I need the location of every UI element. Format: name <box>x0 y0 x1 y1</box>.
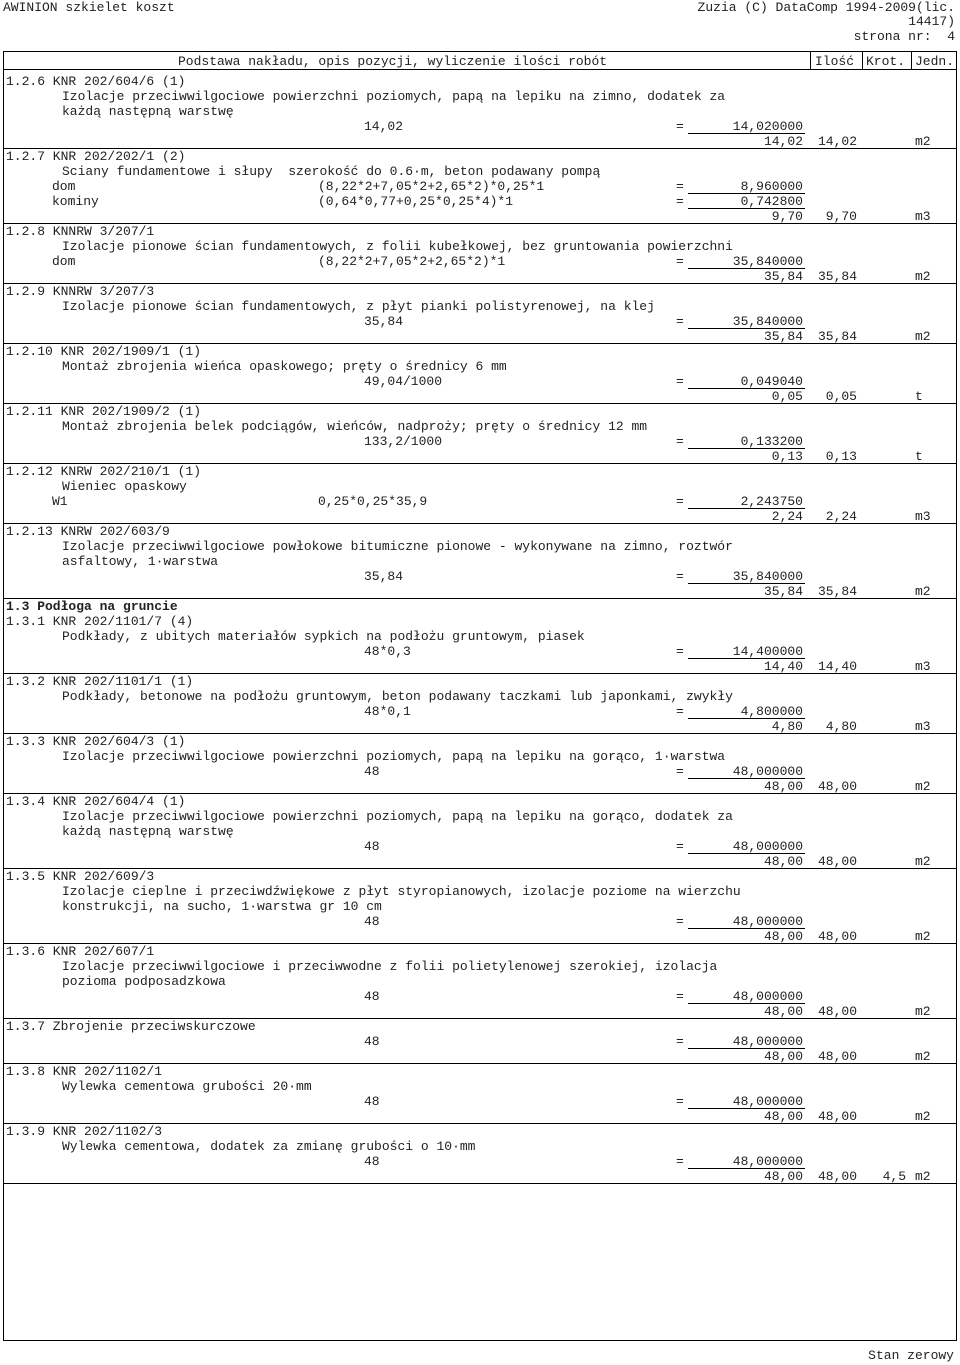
position-code: 1.2.9 KNNRW 3/207/3 <box>6 284 155 299</box>
position-krot: 48,00 <box>817 1004 857 1019</box>
calc-value: 14,400000 <box>732 644 803 659</box>
position-quantity: 4,80 <box>771 719 803 734</box>
equals-sign: = <box>676 179 684 194</box>
position-unit: m2 <box>915 1004 931 1019</box>
position-krot: 4,80 <box>825 719 857 734</box>
calc-formula: (8,22*2+7,05*2+2,65*2)*1 <box>318 254 506 269</box>
position-description: Wylewka cementowa grubości 20·mm <box>62 1079 312 1094</box>
calc-value: 0,133200 <box>740 434 803 449</box>
position-description: pozioma podposadzkowa <box>62 974 226 989</box>
position-description: Podkłady, betonowe na podłożu gruntowym, beton podawany taczkami lub japonkami, zwykły <box>62 689 733 704</box>
calc-formula: 0,25*0,25*35,9 <box>318 494 428 509</box>
position-description: Izolacje przeciwwilgociowe powierzchni poziomych, papą na lepiku na zimno, dodatek za <box>62 89 726 104</box>
calc-formula: 49,04/1000 <box>364 374 443 389</box>
equals-sign: = <box>676 494 684 509</box>
calc-value: 4,800000 <box>740 704 803 719</box>
position-krot: 48,00 <box>817 929 857 944</box>
calc-value: 8,960000 <box>740 179 803 194</box>
calc-value: 14,020000 <box>732 119 803 134</box>
position-description: Podkłady, z ubitych materiałów sypkich na podłożu gruntowym, piasek <box>62 629 585 644</box>
position-code: 1.3.1 KNR 202/1101/7 (4) <box>6 614 194 629</box>
position-quantity: 48,00 <box>763 1109 803 1124</box>
position-description: każdą następną warstwę <box>62 824 234 839</box>
position-krot: 48,00 <box>817 1049 857 1064</box>
position-code: 1.2.11 KNR 202/1909/2 (1) <box>6 404 202 419</box>
position-quantity: 14,02 <box>763 134 803 149</box>
position-unit: m3 <box>915 719 931 734</box>
position-multiplier: 4,5 <box>882 1169 906 1184</box>
equals-sign: = <box>676 374 684 389</box>
calc-formula: 14,02 <box>364 119 404 134</box>
equals-sign: = <box>676 119 684 134</box>
column-header-row <box>4 52 956 70</box>
position-description: konstrukcji, na sucho, 1·warstwa gr 10 cm <box>62 899 382 914</box>
position-unit: m2 <box>915 1169 931 1184</box>
position-quantity: 48,00 <box>763 854 803 869</box>
calc-value: 48,000000 <box>732 1154 803 1169</box>
position-description: Montaż zbrojenia belek podciągów, wieńców, nadproży; pręty o średnicy 12 mm <box>62 419 648 434</box>
position-krot: 9,70 <box>825 209 857 224</box>
section-heading: 1.3 Podłoga na gruncie <box>6 599 178 614</box>
calc-formula: 35,84 <box>364 314 404 329</box>
position-krot: 48,00 <box>817 779 857 794</box>
underline-rule <box>4 1183 956 1184</box>
position-krot: 0,05 <box>825 389 857 404</box>
position-quantity: 35,84 <box>763 584 803 599</box>
equals-sign: = <box>676 1154 684 1169</box>
calc-value: 35,840000 <box>732 569 803 584</box>
calc-value: 0,742800 <box>740 194 803 209</box>
calc-value: 35,840000 <box>732 314 803 329</box>
cost-table <box>3 51 957 1341</box>
position-code: 1.2.13 KNRW 202/603/9 <box>6 524 170 539</box>
column-header-ilosc: Ilość <box>815 54 855 69</box>
position-krot: 48,00 <box>817 854 857 869</box>
calc-formula: 48*0,3 <box>364 644 411 659</box>
calc-value: 48,000000 <box>732 1094 803 1109</box>
position-unit: t <box>915 449 923 464</box>
position-quantity: 14,40 <box>763 659 803 674</box>
position-krot: 14,40 <box>817 659 857 674</box>
position-unit: m2 <box>915 854 931 869</box>
header-copyright: Zuzia (C) DataComp 1994-2009(lic. <box>697 0 955 15</box>
position-quantity: 35,84 <box>763 329 803 344</box>
equals-sign: = <box>676 704 684 719</box>
position-description: Montaż zbrojenia wieńca opaskowego; pręty o średnicy 6 mm <box>62 359 507 374</box>
equals-sign: = <box>676 314 684 329</box>
position-unit: m3 <box>915 509 931 524</box>
footer-section-name: Stan zerowy <box>868 1348 954 1363</box>
calc-value: 2,243750 <box>740 494 803 509</box>
calc-value: 48,000000 <box>732 914 803 929</box>
equals-sign: = <box>676 1094 684 1109</box>
position-description: Wieniec opaskowy <box>62 479 187 494</box>
equals-sign: = <box>676 764 684 779</box>
calc-value: 48,000000 <box>732 764 803 779</box>
position-description: Izolacje przeciwwilgociowe i przeciwwodne z folii polietylenowej szerokiej, izolacja <box>62 959 718 974</box>
calc-value: 48,000000 <box>732 989 803 1004</box>
position-unit: m2 <box>915 134 931 149</box>
position-unit: m2 <box>915 584 931 599</box>
calc-value: 0,049040 <box>740 374 803 389</box>
position-krot: 35,84 <box>817 329 857 344</box>
position-quantity: 48,00 <box>763 929 803 944</box>
position-description: asfaltowy, 1·warstwa <box>62 554 219 569</box>
calc-formula: 35,84 <box>364 569 404 584</box>
calc-label: kominy <box>52 194 99 209</box>
position-description: Wylewka cementowa, dodatek za zmianę grubości o 10·mm <box>62 1139 476 1154</box>
calc-formula: (0,64*0,77+0,25*0,25*4)*1 <box>318 194 514 209</box>
calc-formula: 48 <box>364 1094 380 1109</box>
position-krot: 2,24 <box>825 509 857 524</box>
position-quantity: 2,24 <box>771 509 803 524</box>
calc-formula: 133,2/1000 <box>364 434 443 449</box>
position-quantity: 9,70 <box>771 209 803 224</box>
position-unit: m2 <box>915 779 931 794</box>
equals-sign: = <box>676 914 684 929</box>
position-quantity: 48,00 <box>763 1049 803 1064</box>
position-unit: m2 <box>915 269 931 284</box>
calc-formula: 48 <box>364 1034 380 1049</box>
position-unit: m2 <box>915 1049 931 1064</box>
position-code: 1.2.8 KNNRW 3/207/1 <box>6 224 155 239</box>
position-description: Izolacje przeciwwilgociowe powierzchni poziomych, papą na lepiku na gorąco, dodatek za <box>62 809 733 824</box>
equals-sign: = <box>676 644 684 659</box>
position-quantity: 48,00 <box>763 779 803 794</box>
position-krot: 14,02 <box>817 134 857 149</box>
header-page-number: strona nr: 4 <box>853 29 955 44</box>
position-unit: m2 <box>915 929 931 944</box>
position-description: każdą następną warstwę <box>62 104 234 119</box>
calc-label: dom <box>52 179 76 194</box>
position-description: Sciany fundamentowe i słupy szerokość do 0.6·m, beton podawany pompą <box>62 164 601 179</box>
position-unit: m3 <box>915 659 931 674</box>
position-description: Izolacje przeciwwilgociowe powierzchni poziomych, papą na lepiku na gorąco, 1·warstwa <box>62 749 726 764</box>
position-code: 1.3.8 KNR 202/1102/1 <box>6 1064 163 1079</box>
calc-formula: 48 <box>364 839 380 854</box>
calc-formula: 48 <box>364 914 380 929</box>
position-krot: 48,00 <box>817 1169 857 1184</box>
equals-sign: = <box>676 989 684 1004</box>
position-quantity: 35,84 <box>763 269 803 284</box>
position-code: 1.2.6 KNR 202/604/6 (1) <box>6 74 186 89</box>
calc-value: 48,000000 <box>732 1034 803 1049</box>
position-code: 1.3.2 KNR 202/1101/1 (1) <box>6 674 194 689</box>
calc-label: dom <box>52 254 76 269</box>
position-description: Izolacje przeciwwilgociowe powłokowe bitumiczne pionowe - wykonywane na zimno, roztwór <box>62 539 733 554</box>
equals-sign: = <box>676 1034 684 1049</box>
position-unit: t <box>915 389 923 404</box>
position-unit: m2 <box>915 1109 931 1124</box>
calc-formula: 48 <box>364 764 380 779</box>
position-krot: 35,84 <box>817 269 857 284</box>
position-code: 1.3.3 KNR 202/604/3 (1) <box>6 734 186 749</box>
position-quantity: 0,05 <box>771 389 803 404</box>
equals-sign: = <box>676 194 684 209</box>
header-left-title: AWINION szkielet koszt <box>3 0 175 15</box>
calc-formula: 48 <box>364 989 380 1004</box>
calc-formula: 48*0,1 <box>364 704 411 719</box>
position-krot: 0,13 <box>825 449 857 464</box>
position-krot: 48,00 <box>817 1109 857 1124</box>
calc-label: W1 <box>52 494 68 509</box>
position-unit: m2 <box>915 329 931 344</box>
position-quantity: 0,13 <box>771 449 803 464</box>
equals-sign: = <box>676 434 684 449</box>
header-license: 14417) <box>908 14 955 29</box>
calc-formula: (8,22*2+7,05*2+2,65*2)*0,25*1 <box>318 179 545 194</box>
column-header-krot: Krot. <box>866 54 906 69</box>
calc-formula: 48 <box>364 1154 380 1169</box>
position-code: 1.3.6 KNR 202/607/1 <box>6 944 155 959</box>
position-code: 1.2.7 KNR 202/202/1 (2) <box>6 149 186 164</box>
calc-value: 48,000000 <box>732 839 803 854</box>
position-code: 1.3.4 KNR 202/604/4 (1) <box>6 794 186 809</box>
position-description: Izolacje pionowe ścian fundamentowych, z folii kubełkowej, bez gruntowania powierzchni <box>62 239 733 254</box>
column-header-jedn: Jedn. <box>915 54 955 69</box>
column-header-description: Podstawa nakładu, opis pozycji, wyliczenie ilości robót <box>178 54 608 69</box>
position-unit: m3 <box>915 209 931 224</box>
position-description: Izolacje pionowe ścian fundamentowych, z płyt pianki polistyrenowej, na klej <box>62 299 655 314</box>
position-krot: 35,84 <box>817 584 857 599</box>
position-code: 1.2.10 KNR 202/1909/1 (1) <box>6 344 202 359</box>
equals-sign: = <box>676 569 684 584</box>
position-quantity: 48,00 <box>763 1004 803 1019</box>
position-code: 1.3.9 KNR 202/1102/3 <box>6 1124 163 1139</box>
calc-value: 35,840000 <box>732 254 803 269</box>
position-code: 1.2.12 KNRW 202/210/1 (1) <box>6 464 202 479</box>
equals-sign: = <box>676 839 684 854</box>
position-code: 1.3.7 Zbrojenie przeciwskurczowe <box>6 1019 256 1034</box>
position-description: Izolacje cieplne i przeciwdźwiękowe z płyt styropianowych, izolacje poziome na wierzchu <box>62 884 741 899</box>
position-quantity: 48,00 <box>763 1169 803 1184</box>
equals-sign: = <box>676 254 684 269</box>
position-code: 1.3.5 KNR 202/609/3 <box>6 869 155 884</box>
